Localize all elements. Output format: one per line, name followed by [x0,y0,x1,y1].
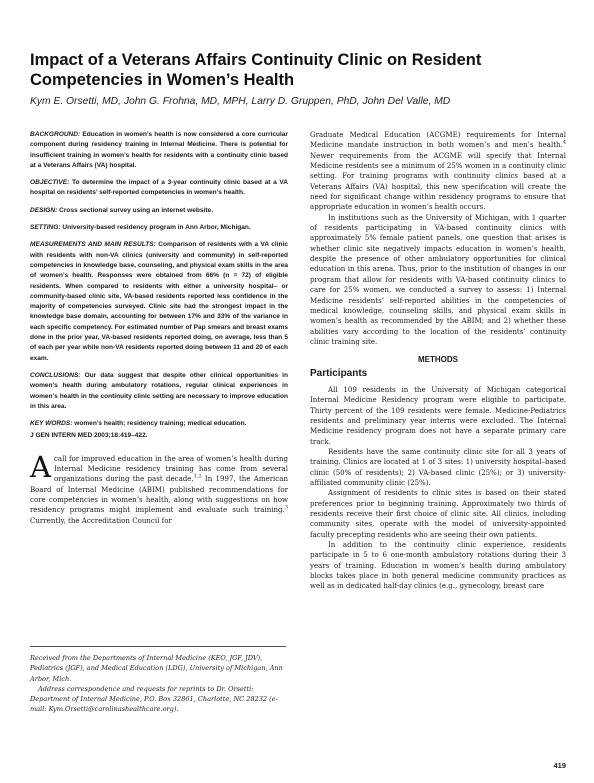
body-text: Graduate Medical Education (ACGME) requirements for Internal Medicine mandate instruction in both women’s and men’s health. [310,130,566,150]
abstract-label: KEY WORDS: [30,420,73,428]
abstract-label: SETTING: [30,224,61,232]
body-text: Newer requirements from the ACGME will specify that Internal Medicine residents see a minimum of 25% women in a continuity clinic setting. For training programs with continuity clinics based at a Veterans Affairs (VA) hospital, this new specification will create the need for significant change within residency programs to ensure that appropriate education in women’s health occurs. [310,150,566,212]
section-heading-methods: METHODS [418,355,458,365]
abstract-text: women’s health; residency training; medical education. [74,420,247,428]
journal-citation: J GEN INTERN MED 2003;18:419–422. [30,432,148,440]
body-paragraph: In addition to the continuity clinic experience, residents participate in 5 to 6 one-month ambulatory rotations during their 3 years of training. Education in women’s health during ambulatory blocks takes place in both general medicine community practices as well as in dedicated half-day clinics (e.g., gynecology, breast care [310,540,566,591]
right-column [310,130,566,592]
reference-mark: 1,2 [193,474,202,481]
intro-text: Currently, the Accreditation Council for [30,515,172,525]
intro-text: call for improved education in the area of women’s health during Internal Medicine residency training has come from several organizations during the past decade. [53,453,288,484]
abstract-keywords [30,419,288,429]
body-paragraph: Residents have the same continuity clinic site for all 3 years of training. Clinics are located at 1 of 3 sites: 1) university hospital–based clinic (50% of residents); 2) VA-based clinic (25%); or 3) university-affiliated community clinic (25%). [310,446,566,487]
abstract-text: To determine the impact of a 3-year continuity clinic based at a VA hospital on residents’ self-reported competencies in women’s health. [30,179,288,197]
footnote-correspondence: Address correspondence and requests for reprints to Dr. Orsetti: Department of Internal Medicine, P.O. Box 32861, Charlotte, NC 28232 (e-mail: Kym.Orsetti@carolinashealthcare.org). [30,684,278,714]
abstract-background [30,130,288,171]
abstract-text: Cross sectional survey using an internet website. [59,206,214,214]
body-paragraph: In institutions such as the University of Michigan, with 1 quarter of residents participating in VA-based continuity clinics with approximately 5% female patient panels, one question that arises is whether clinic site negatively impacts education in women’s health, despite the presence of other ambulatory opportunities for clinical education in this arena. Thus, prior to the institution of changes in our program that allow for residents with VA-based continuity clinics to care for 25% women, we conducted a survey to assess: 1) Internal Medicine residents’ self-reported abilities in the competencies of medical knowledge, counseling skills, and physical exam skills in women’s health as recommended by the ABIM; and 2) whether these abilities vary according to the location of the residents’ continuity clinic training site. [310,212,566,346]
introduction [30,449,288,526]
abstract-text: Comparison of residents with a VA clinic with residents with non-VA clinics (university and community) in self-reported competencies in knowledge base, counseling, and physical exam skills in the area of women’s health. Responses were obtained from 66% (n = 72) of eligible residents. When compared to residents with either a university hospital– or community-based clinic site, VA-based residents reported less confidence in the majority of competencies surveyed. Clinic site had the strongest impact in the knowledge base domain, accounting for between 17% and 33% of the variance in each specific competency. For estimated number of Pap smears and breast exams done in the prior year, VA-based residents reported doing, on average, less than 5 of each per year while non-VA residents reported doing between 11 and 20 of each exam. [30,241,289,362]
intro-paragraph [30,449,288,526]
abstract-label: DESIGN: [30,206,58,214]
abstract-text: Our data suggest that despite other clinical opportunities in women’s health during ambulatory rotations, regular clinical experiences in women’s health in the continuity clinic setting are necessary to improve education in this area. [30,371,288,410]
abstract-objective [30,178,288,199]
abstract-label: BACKGROUND: [30,131,81,138]
page-number: 419 [553,761,566,770]
body-paragraph: All 109 residents in the University of Michigan categorical Internal Medicine Residency program were eligible to participate. Thirty percent of the 109 residents were female. Medicine-Pediatrics residents and preliminary year interns were excluded. The Internal Medicine residency program does not have a separate primary care track. [310,384,566,446]
abstract-results [30,240,288,364]
abstract [30,130,288,442]
abstract-conclusions [30,371,288,412]
article-title: Impact of a Veterans Affairs Continuity Clinic on Resident Competencies in Women’s Health [30,51,482,89]
reference-mark: 4 [562,140,566,146]
footnote-affiliation: Received from the Departments of Internal Medicine (KEO, JGF, JDV), Pediatrics (JGF), and Medical Education (LDG), University of Michigan, Ann Arbor, Mich. [30,654,283,683]
abstract-setting [30,223,288,233]
drop-cap: A [30,449,51,484]
abstract-label: MEASUREMENTS AND MAIN RESULTS: [30,241,156,249]
body-paragraph [310,130,566,213]
subsection-heading-participants: Participants [310,367,368,379]
abstract-text: Education in women’s health is now considered a core curricular component during residency training in Internal Medicine. There is potential for insufficient training in women’s health for residents with a continuity clinic based at a Veterans Affairs (VA) hospital. [30,131,288,169]
abstract-design [30,206,288,216]
abstract-label: OBJECTIVE: [30,179,70,187]
affiliation-footnote [30,646,286,715]
author-list: Kym E. Orsetti, MD, John G. Frohna, MD, MPH, Larry D. Gruppen, PhD, John Del Valle, MD [30,96,451,107]
abstract-label: CONCLUSIONS: [30,371,81,379]
body-paragraph: Assignment of residents to clinic sites is based on their stated preferences prior to beginning training. Approximately two thirds of residents receive their first choice of clinic site. All clinics, including community sites, operate with the model of university-appointed faculty precepting residents who are seeing their own patients. [310,488,566,539]
left-column [30,130,288,526]
abstract-text: University-based residency program in Ann Arbor, Michigan. [62,224,251,232]
intro-text: In 1997, the American Board of Internal Medicine (ABIM) published recommendations for core competencies in women’s health, along with suggestions on how residency programs might implement and evaluate such training. [30,474,288,515]
reference-mark: 3 [284,505,288,512]
